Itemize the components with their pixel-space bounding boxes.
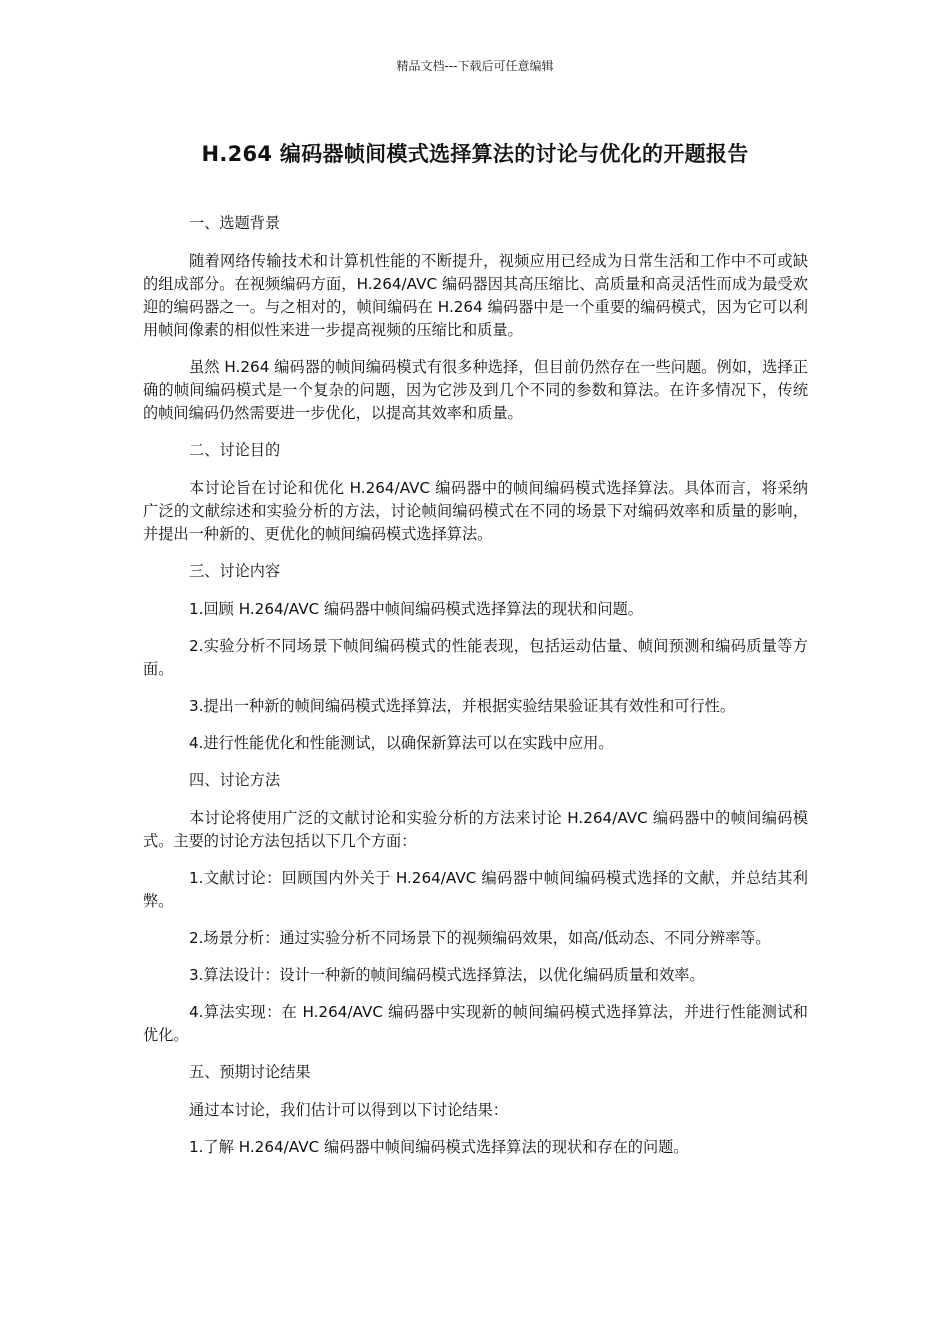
paragraph: 虽然 H.264 编码器的帧间编码模式有很多种选择，但目前仍然存在一些问题。例如，选择正确的帧间编码模式是一个复杂的问题，因为它涉及到几个不同的参数和算法。在许多情况下，传统的帧间编码仍然需要进一步优化，以提高其效率和质量。 [143,358,808,422]
paragraph: 随着网络传输技术和计算机性能的不断提升，视频应用已经成为日常生活和工作中不可或缺的组成部分。在视频编码方面，H.264/AVC 编码器因其高压缩比、高质量和高灵活性而成为最受欢迎的编码器之一。与之相对的，帧间编码在 H.264 编码器中是一个重要的编码模式，因为它可以利用帧间像素的相似性来进一步提高视频的压缩比和质量。 [143,252,808,339]
list-item: 4.算法实现：在 H.264/AVC 编码器中实现新的帧间编码模式选择算法，并进行性能测试和优化。 [143,1003,808,1044]
list-item: 1.了解 H.264/AVC 编码器中帧间编码模式选择算法的现状和存在的问题。 [189,1138,689,1156]
paragraph: 本讨论旨在讨论和优化 H.264/AVC 编码器中的帧间编码模式选择算法。具体而言，将采纳广泛的文献综述和实验分析的方法，讨论帧间编码模式在不同的场景下对编码效率和质量的影响，并提出一种新的、更优化的帧间编码模式选择算法。 [143,479,808,543]
list-item: 1.回顾 H.264/AVC 编码器中帧间编码模式选择算法的现状和问题。 [189,600,643,618]
list-item: 1.文献讨论：回顾国内外关于 H.264/AVC 编码器中帧间编码模式选择的文献，并总结其利弊。 [143,869,808,910]
list-item: 3.提出一种新的帧间编码模式选择算法，并根据实验结果验证其有效性和可行性。 [189,697,736,715]
document-title: H.264 编码器帧间模式选择算法的讨论与优化的开题报告 [201,142,749,166]
document-body [143,212,808,1173]
section-heading-content: 三、讨论内容 [189,562,281,580]
section-heading-purpose: 二、讨论目的 [189,441,281,459]
section-heading-method: 四、讨论方法 [189,771,281,789]
paragraph: 本讨论将使用广泛的文献讨论和实验分析的方法来讨论 H.264/AVC 编码器中的帧间编码模式。主要的讨论方法包括以下几个方面： [143,809,808,850]
list-item: 2.实验分析不同场景下帧间编码模式的性能表现，包括运动估量、帧间预测和编码质量等方面。 [143,637,808,678]
page-header: 精品文档---下载后可任意编辑 [396,59,554,73]
section-heading-background: 一、选题背景 [189,214,281,232]
list-item: 4.进行性能优化和性能测试，以确保新算法可以在实践中应用。 [189,734,614,752]
paragraph: 通过本讨论，我们估计可以得到以下讨论结果： [189,1101,508,1119]
list-item: 3.算法设计：设计一种新的帧间编码模式选择算法，以优化编码质量和效率。 [189,966,705,984]
list-item: 2.场景分析：通过实验分析不同场景下的视频编码效果，如高/低动态、不同分辨率等。 [189,929,771,947]
section-heading-expected-results: 五、预期讨论结果 [189,1063,311,1081]
